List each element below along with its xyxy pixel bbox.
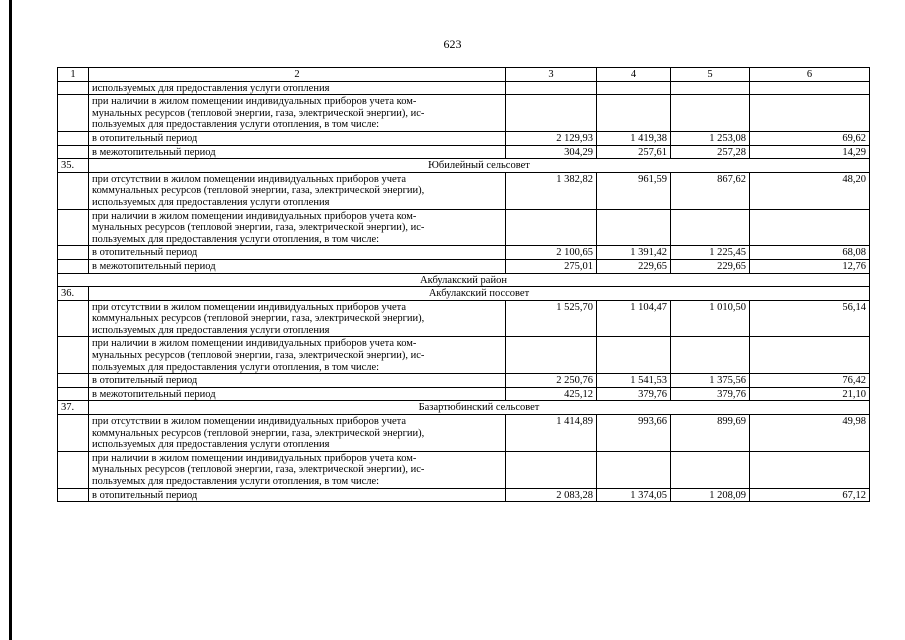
row-number-cell — [58, 415, 89, 452]
value-col-5 — [671, 337, 750, 374]
row-number-cell — [58, 374, 89, 388]
description-line: в отопительный период — [92, 132, 198, 144]
value-col-6: 49,98 — [750, 415, 870, 452]
row-number-cell — [58, 387, 89, 401]
row-number-cell — [58, 81, 89, 95]
section-title: Юбилейный сельсовет — [89, 159, 870, 173]
value-col-5: 1 225,45 — [671, 246, 750, 260]
value-col-5 — [671, 81, 750, 95]
description-line: в отопительный период — [92, 247, 198, 259]
section-header-row — [58, 287, 870, 301]
value-col-3: 304,29 — [506, 145, 597, 159]
tariff-table — [57, 67, 870, 502]
value-col-3 — [506, 81, 597, 95]
value-col-4 — [597, 81, 671, 95]
tariff-table-body — [58, 68, 870, 502]
row-description-cell — [89, 415, 506, 452]
description-line: при наличии в жилом помещении индивидуальных приборов учета ком- — [92, 210, 417, 222]
value-col-3: 2 129,93 — [506, 131, 597, 145]
value-col-6: 68,08 — [750, 246, 870, 260]
value-col-4: 229,65 — [597, 259, 671, 273]
value-col-3: 275,01 — [506, 259, 597, 273]
row-description-cell — [89, 131, 506, 145]
value-col-5: 229,65 — [671, 259, 750, 273]
value-col-4: 257,61 — [597, 145, 671, 159]
row-description-cell — [89, 209, 506, 246]
table-row — [58, 145, 870, 159]
district-header-row — [58, 273, 870, 287]
value-col-5: 1 010,50 — [671, 300, 750, 337]
table-row — [58, 259, 870, 273]
value-col-3: 425,12 — [506, 387, 597, 401]
value-col-5 — [671, 451, 750, 488]
description-line: при отсутствии в жилом помещении индивидуальных приборов учета — [92, 173, 407, 185]
value-col-5 — [671, 95, 750, 132]
header-col-1: 1 — [58, 68, 89, 82]
row-description-cell — [89, 374, 506, 388]
value-col-5: 257,28 — [671, 145, 750, 159]
value-col-6 — [750, 95, 870, 132]
section-header-row — [58, 159, 870, 173]
row-description-cell — [89, 300, 506, 337]
description-line: при наличии в жилом помещении индивидуальных приборов учета ком- — [92, 338, 417, 350]
row-number-cell — [58, 259, 89, 273]
row-description-cell — [89, 81, 506, 95]
value-col-6: 67,12 — [750, 488, 870, 502]
value-col-4: 379,76 — [597, 387, 671, 401]
value-col-4: 1 419,38 — [597, 131, 671, 145]
row-number-cell — [58, 131, 89, 145]
value-col-5: 899,69 — [671, 415, 750, 452]
description-line: пользуемых для предоставления услуги отопления, в том числе: — [92, 361, 380, 373]
value-col-3: 1 414,89 — [506, 415, 597, 452]
description-line: мунальных ресурсов (тепловой энергии, газа, электрической энергии), ис- — [92, 350, 425, 362]
value-col-4: 1 104,47 — [597, 300, 671, 337]
description-line: в межотопительный период — [92, 388, 216, 400]
value-col-6 — [750, 451, 870, 488]
table-row — [58, 95, 870, 132]
description-line: коммунальных ресурсов (тепловой энергии, газа, электрической энергии), — [92, 427, 425, 439]
description-line: в отопительный период — [92, 489, 198, 501]
row-description-cell — [89, 451, 506, 488]
description-line: используемых для предоставления услуги отопления — [92, 82, 330, 94]
value-col-4 — [597, 95, 671, 132]
row-description-cell — [89, 337, 506, 374]
table-row — [58, 488, 870, 502]
page-number: 623 — [443, 37, 462, 51]
value-col-5: 1 375,56 — [671, 374, 750, 388]
description-line: используемых для предоставления услуги отопления — [92, 196, 330, 208]
section-number: 35. — [58, 159, 89, 173]
description-line: используемых для предоставления услуги отопления — [92, 324, 330, 336]
value-col-4 — [597, 337, 671, 374]
value-col-4 — [597, 451, 671, 488]
value-col-6: 48,20 — [750, 172, 870, 209]
table-header-row — [58, 68, 870, 82]
row-number-cell — [58, 95, 89, 132]
district-title: Акбулакский район — [58, 273, 870, 287]
row-description-cell — [89, 95, 506, 132]
page-edge-bar — [9, 0, 12, 640]
row-description-cell — [89, 172, 506, 209]
row-number-cell — [58, 451, 89, 488]
value-col-6: 12,76 — [750, 259, 870, 273]
table-row — [58, 81, 870, 95]
description-line: в отопительный период — [92, 375, 198, 387]
description-line: мунальных ресурсов (тепловой энергии, газа, электрической энергии), ис- — [92, 464, 425, 476]
description-line: пользуемых для предоставления услуги отопления, в том числе: — [92, 233, 380, 245]
value-col-3: 2 100,65 — [506, 246, 597, 260]
table-row — [58, 415, 870, 452]
value-col-3 — [506, 337, 597, 374]
description-line: при наличии в жилом помещении индивидуальных приборов учета ком- — [92, 96, 417, 108]
value-col-4: 961,59 — [597, 172, 671, 209]
value-col-4: 1 374,05 — [597, 488, 671, 502]
row-description-cell — [89, 145, 506, 159]
table-row — [58, 337, 870, 374]
table-row — [58, 300, 870, 337]
value-col-5: 1 208,09 — [671, 488, 750, 502]
value-col-3: 2 250,76 — [506, 374, 597, 388]
value-col-3: 2 083,28 — [506, 488, 597, 502]
value-col-6: 56,14 — [750, 300, 870, 337]
value-col-6 — [750, 337, 870, 374]
row-number-cell — [58, 145, 89, 159]
description-line: в межотопительный период — [92, 146, 216, 158]
value-col-5 — [671, 209, 750, 246]
row-description-cell — [89, 246, 506, 260]
description-line: при отсутствии в жилом помещении индивидуальных приборов учета — [92, 416, 407, 428]
header-col-5: 5 — [671, 68, 750, 82]
row-number-cell — [58, 300, 89, 337]
row-number-cell — [58, 488, 89, 502]
table-row — [58, 374, 870, 388]
description-line: пользуемых для предоставления услуги отопления, в том числе: — [92, 119, 380, 131]
description-line: коммунальных ресурсов (тепловой энергии, газа, электрической энергии), — [92, 185, 425, 197]
row-number-cell — [58, 337, 89, 374]
row-description-cell — [89, 488, 506, 502]
value-col-4 — [597, 209, 671, 246]
description-line: коммунальных ресурсов (тепловой энергии, газа, электрической энергии), — [92, 313, 425, 325]
value-col-3 — [506, 451, 597, 488]
header-col-3: 3 — [506, 68, 597, 82]
table-row — [58, 172, 870, 209]
row-description-cell — [89, 259, 506, 273]
description-line: при наличии в жилом помещении индивидуальных приборов учета ком- — [92, 452, 417, 464]
value-col-5: 867,62 — [671, 172, 750, 209]
header-col-4: 4 — [597, 68, 671, 82]
description-line: в межотопительный период — [92, 260, 216, 272]
table-row — [58, 387, 870, 401]
row-number-cell — [58, 172, 89, 209]
table-row — [58, 451, 870, 488]
section-title: Базартюбинский сельсовет — [89, 401, 870, 415]
section-header-row — [58, 401, 870, 415]
description-line: пользуемых для предоставления услуги отопления, в том числе: — [92, 476, 380, 487]
value-col-6: 76,42 — [750, 374, 870, 388]
value-col-4: 1 391,42 — [597, 246, 671, 260]
section-number: 37. — [58, 401, 89, 415]
description-line: при отсутствии в жилом помещении индивидуальных приборов учета — [92, 301, 407, 313]
description-line: мунальных ресурсов (тепловой энергии, газа, электрической энергии), ис- — [92, 107, 425, 119]
value-col-6 — [750, 209, 870, 246]
value-col-3 — [506, 209, 597, 246]
value-col-6 — [750, 81, 870, 95]
description-line: мунальных ресурсов (тепловой энергии, газа, электрической энергии), ис- — [92, 222, 425, 234]
table-row — [58, 131, 870, 145]
value-col-6: 21,10 — [750, 387, 870, 401]
table-row — [58, 209, 870, 246]
header-col-2: 2 — [89, 68, 506, 82]
value-col-5: 1 253,08 — [671, 131, 750, 145]
value-col-5: 379,76 — [671, 387, 750, 401]
value-col-6: 69,62 — [750, 131, 870, 145]
value-col-4: 993,66 — [597, 415, 671, 452]
value-col-6: 14,29 — [750, 145, 870, 159]
value-col-3: 1 525,70 — [506, 300, 597, 337]
table-row — [58, 246, 870, 260]
row-number-cell — [58, 246, 89, 260]
row-number-cell — [58, 209, 89, 246]
value-col-3 — [506, 95, 597, 132]
value-col-4: 1 541,53 — [597, 374, 671, 388]
description-line: используемых для предоставления услуги отопления — [92, 439, 330, 451]
row-description-cell — [89, 387, 506, 401]
value-col-3: 1 382,82 — [506, 172, 597, 209]
section-title: Акбулакский поссовет — [89, 287, 870, 301]
section-number: 36. — [58, 287, 89, 301]
header-col-6: 6 — [750, 68, 870, 82]
